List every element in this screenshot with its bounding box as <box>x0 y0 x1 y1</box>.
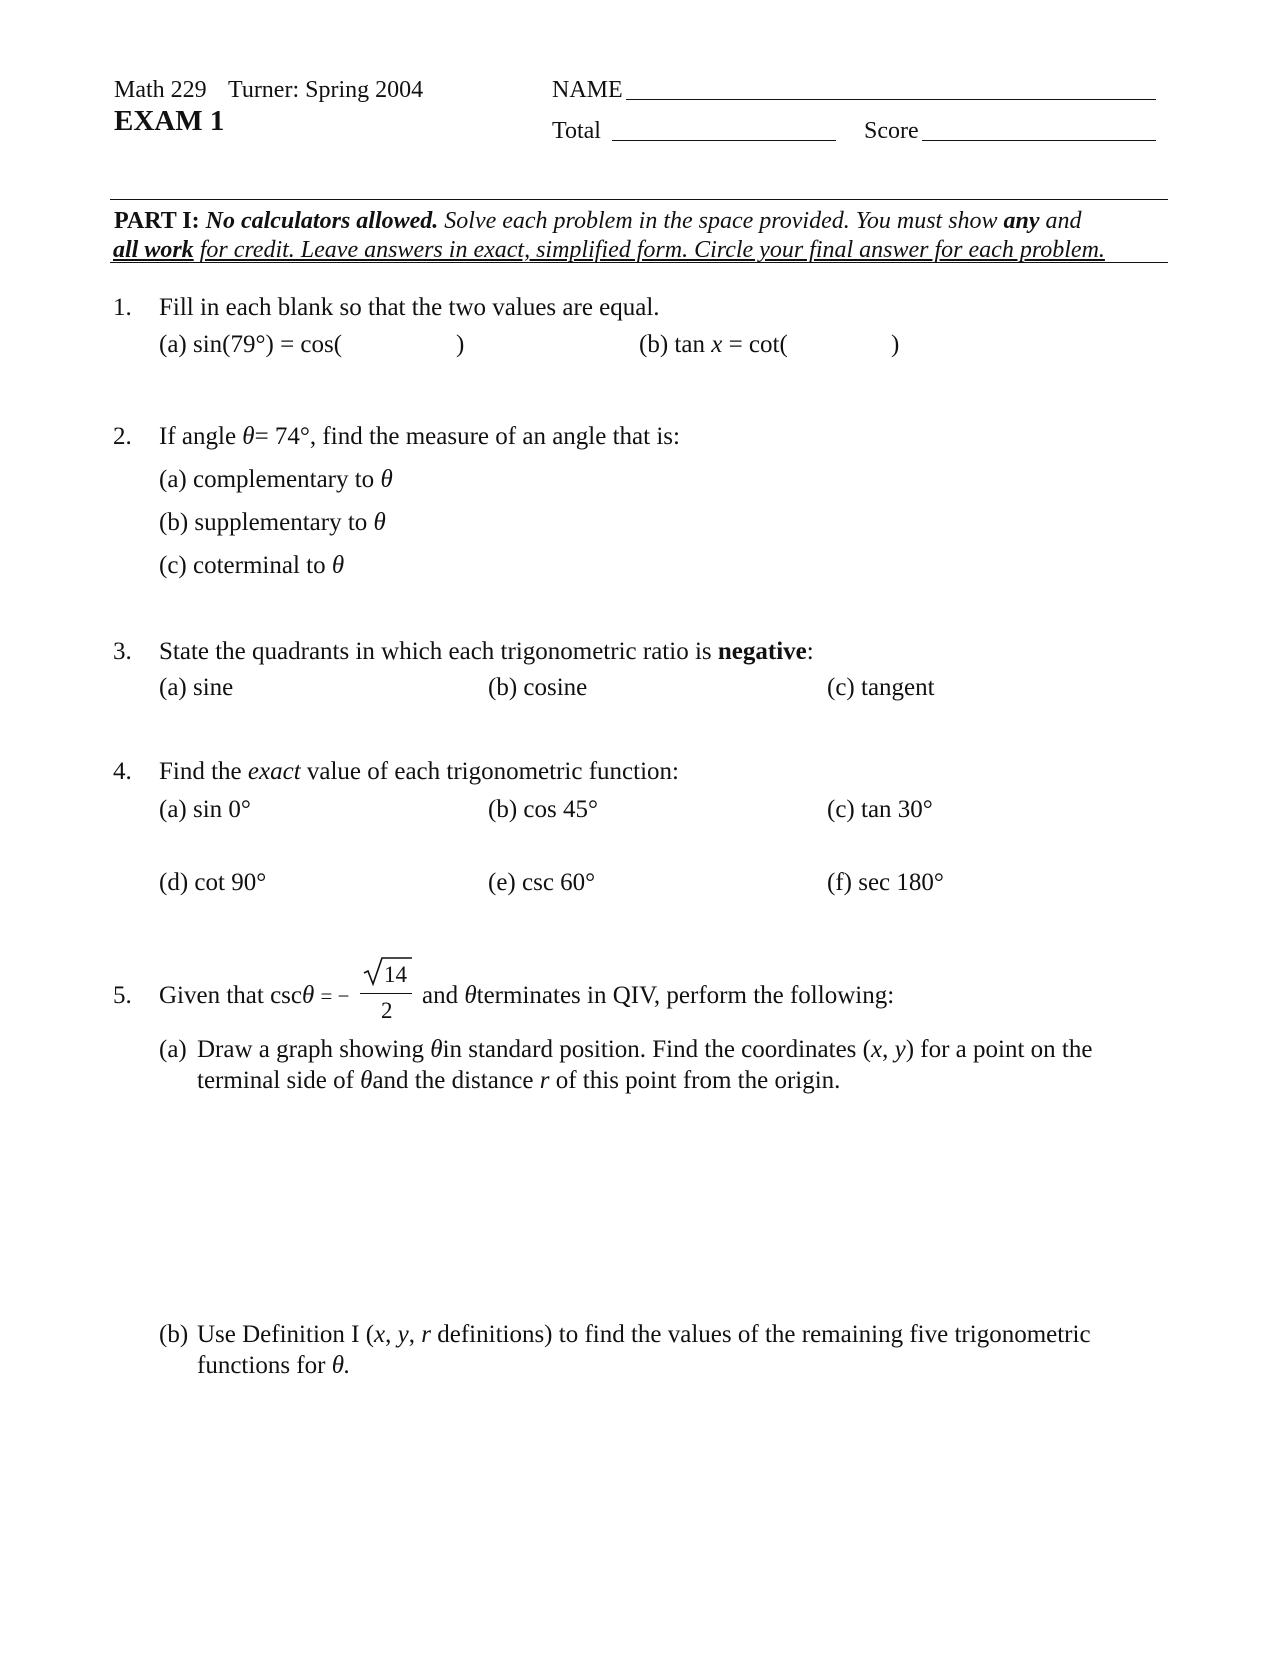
part-instructions-line2 <box>113 238 1105 262</box>
q2-theta: θ <box>242 423 255 450</box>
q3-prompt <box>159 639 814 664</box>
q2-b-theta: θ <box>373 509 386 536</box>
q4-number: 4. <box>113 758 132 785</box>
q1-part-b <box>639 332 788 357</box>
q2-c-text: (c) coterminal to <box>159 552 326 579</box>
course-number: Math 229 <box>114 77 207 103</box>
all-work: all work <box>113 237 194 263</box>
q3-part-c: (c) tangent <box>827 674 935 701</box>
q2-number: 2. <box>113 423 132 450</box>
q1-prompt: Fill in each blank so that the two values are equal. <box>159 294 660 321</box>
q5a-l2-mid: and the distance <box>372 1067 534 1094</box>
score-label: Score <box>864 118 919 144</box>
q5b-theta: θ <box>331 1352 344 1379</box>
q2-a-text: (a) complementary to <box>159 466 375 493</box>
part-top-rule <box>110 199 1168 200</box>
q4-part-b: (b) cos 45° <box>488 796 598 823</box>
q4-exact: exact <box>247 758 301 785</box>
q2-part-b <box>159 510 386 535</box>
and-word: and <box>1045 208 1082 234</box>
total-blank[interactable] <box>612 140 836 141</box>
q5-and: and <box>422 982 459 1009</box>
q5a-x: x <box>870 1036 883 1063</box>
q2-prompt-pre: If angle <box>159 423 237 450</box>
q5-radicand: 14 <box>384 962 407 987</box>
q5b-period: . <box>343 1352 351 1379</box>
q5-given-text: Given that csc <box>159 982 303 1009</box>
q5b-x: x <box>374 1321 386 1348</box>
q1-b-var: x <box>711 331 723 358</box>
part-text2: for credit. Leave answers in exact, simplified form. Circle your final answer for each problem. <box>199 237 1105 263</box>
score-blank[interactable] <box>922 140 1156 141</box>
q5-fraction <box>360 955 414 1025</box>
q3-prompt-pre: State the quadrants in which each trigonometric ratio is <box>159 638 712 665</box>
q1-b-pre: (b) tan <box>639 331 705 358</box>
q2-c-theta: θ <box>331 552 345 579</box>
q4-part-e: (e) csc 60° <box>488 869 596 896</box>
q5-fraction-bar <box>360 993 412 994</box>
total-label: Total <box>552 118 601 144</box>
q5a-label: (a) <box>159 1036 187 1063</box>
part-text1: Solve each problem in the space provided. You must show <box>444 208 998 234</box>
q4-part-c: (c) tan 30° <box>827 796 933 823</box>
exam-title: EXAM 1 <box>114 105 225 137</box>
q2-part-a <box>159 467 393 492</box>
q4-part-d: (d) cot 90° <box>159 869 267 896</box>
q5-terminates: terminates in QIV, perform the following: <box>476 982 895 1009</box>
any-word: any <box>1003 208 1040 234</box>
q2-b-text: (b) supplementary to <box>159 509 368 536</box>
q5b-line1 <box>197 1322 1091 1347</box>
q5b-label: (b) <box>159 1321 189 1348</box>
q5b-comma1: , <box>385 1321 392 1348</box>
q5a-comma: , <box>882 1036 889 1063</box>
q5-denominator: 2 <box>381 998 393 1023</box>
q1-part-b-close: ) <box>891 331 900 358</box>
q5a-y: y <box>894 1036 906 1063</box>
q4-prompt-post: value of each trigonometric function: <box>306 758 679 785</box>
q2-prompt <box>159 424 680 449</box>
name-blank[interactable] <box>626 99 1156 100</box>
part-bottom-rule <box>110 262 1168 263</box>
q4-prompt-pre: Find the <box>159 758 242 785</box>
q5a-l1-pre: Draw a graph showing <box>197 1036 425 1063</box>
q4-part-f: (f) sec 180° <box>827 869 944 896</box>
q5b-l2-text: functions for <box>197 1352 326 1379</box>
q5-theta-2: θ <box>464 982 477 1009</box>
q5a-line2 <box>197 1068 840 1093</box>
q5b-r: r <box>421 1321 431 1348</box>
q1-part-a-close: ) <box>456 331 465 358</box>
q5a-theta: θ <box>430 1036 443 1063</box>
q1-b-post: = cot( <box>728 331 788 358</box>
no-calculators: No calculators allowed. <box>205 208 439 234</box>
q5-given <box>159 983 349 1008</box>
q5b-y: y <box>397 1321 409 1348</box>
q5a-l1-end: ) for a point on the <box>905 1036 1093 1063</box>
part-instructions-line1 <box>114 209 1082 233</box>
q3-number: 3. <box>113 638 132 665</box>
q5-rest <box>422 983 894 1008</box>
q1-part-a: (a) sin(79°) = cos( <box>159 331 343 358</box>
q3-part-b: (b) cosine <box>488 674 588 701</box>
q5-theta: θ <box>302 982 315 1009</box>
q5-number: 5. <box>113 982 132 1009</box>
part-label: PART I: <box>114 208 200 234</box>
q3-part-a: (a) sine <box>159 674 234 701</box>
q5b-l1-post: definitions) to find the values of the remaining five trigonometric <box>437 1321 1091 1348</box>
q2-a-theta: θ <box>380 466 393 493</box>
q5a-l2-pre: terminal side of <box>197 1067 354 1094</box>
q5b-line2 <box>197 1353 350 1378</box>
q3-negative: negative <box>717 638 807 665</box>
q5-eq: = − <box>320 984 350 1008</box>
q3-colon: : <box>806 638 814 665</box>
q5a-r: r <box>539 1067 550 1094</box>
name-label: NAME <box>552 77 623 103</box>
q4-part-a: (a) sin 0° <box>159 796 251 823</box>
q1-number: 1. <box>113 294 132 321</box>
q5a-line1 <box>197 1037 1092 1062</box>
q4-prompt <box>159 759 679 784</box>
q5b-l1-pre: Use Definition I ( <box>197 1321 375 1348</box>
q5a-l1-post: in standard position. Find the coordinates ( <box>442 1036 871 1063</box>
q2-part-c <box>159 553 344 578</box>
q5a-theta-2: θ <box>360 1067 373 1094</box>
instructor-term: Turner: Spring 2004 <box>228 77 424 103</box>
q5b-comma2: , <box>408 1321 416 1348</box>
q5a-l2-end: of this point from the origin. <box>555 1067 841 1094</box>
q2-prompt-post: = 74°, find the measure of an angle that is: <box>254 423 680 450</box>
